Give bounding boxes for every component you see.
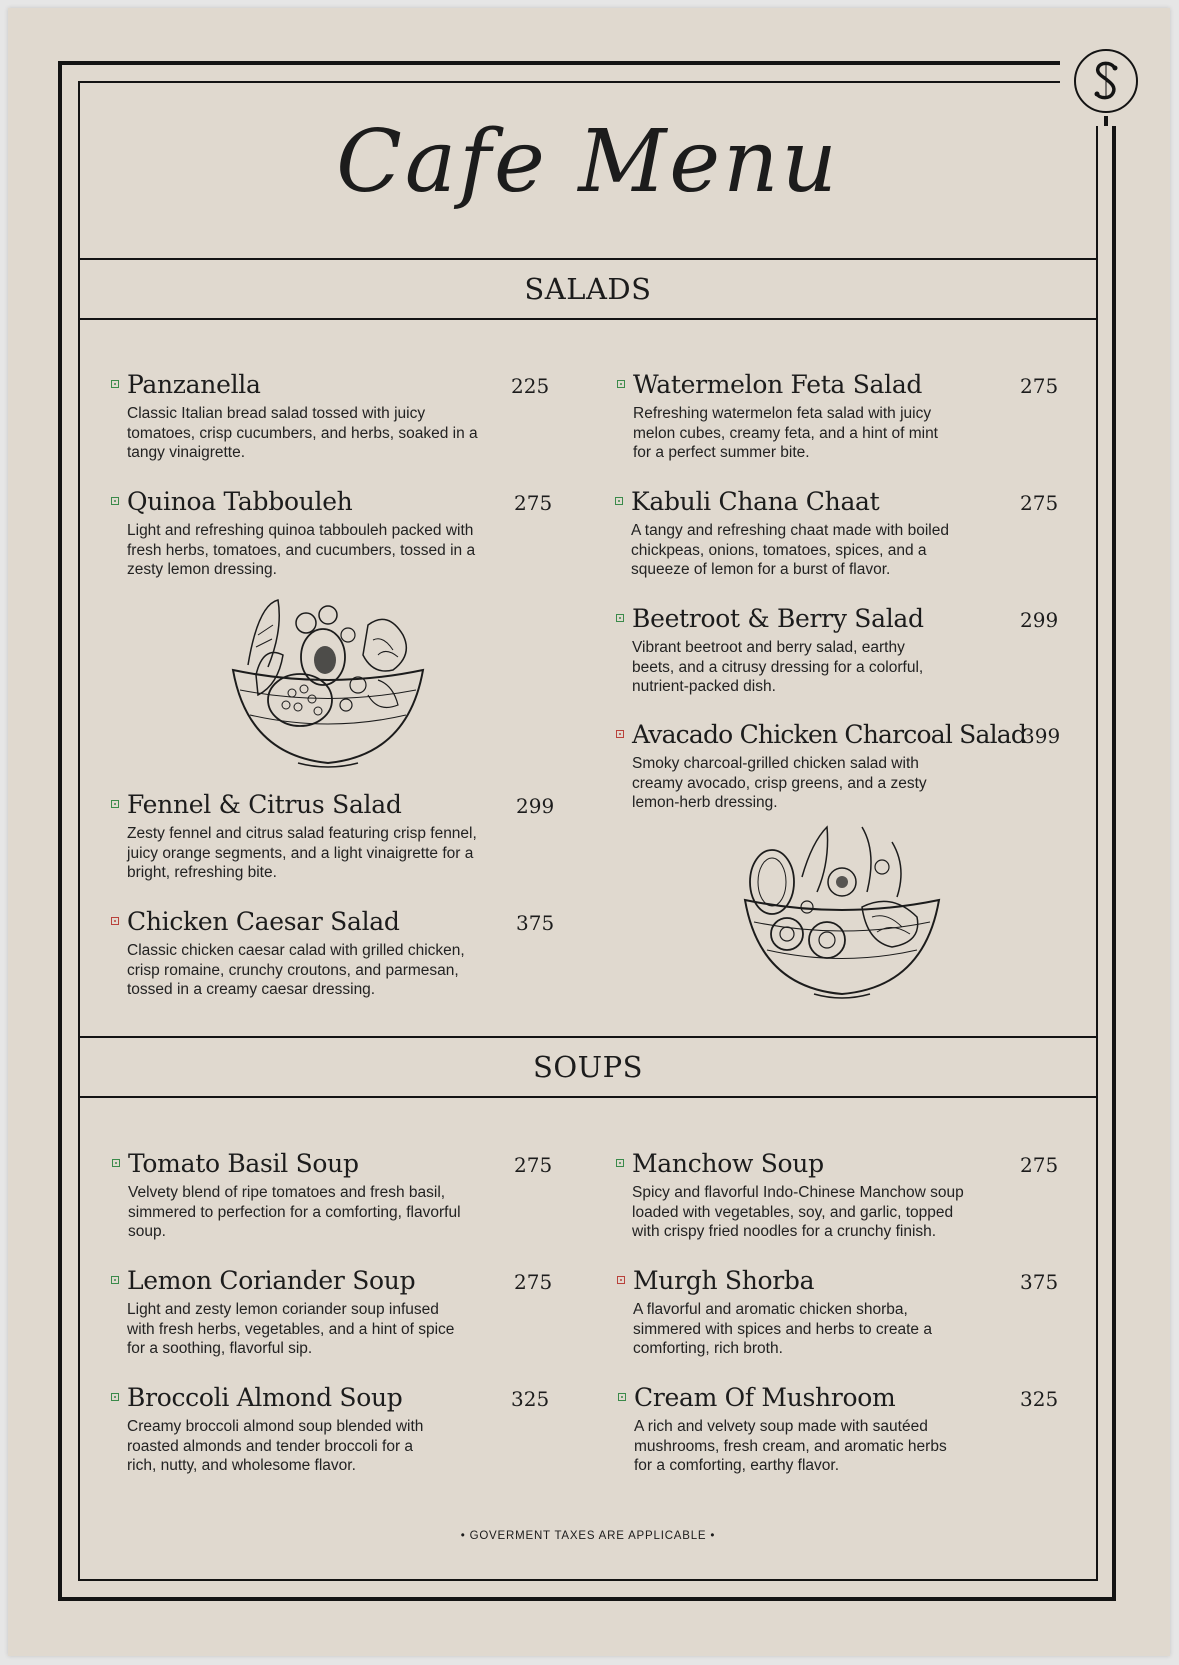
item-description: Refreshing watermelon feta salad with juicy melon cubes, creamy feta, and a hint of mint for a perfect summer bite. — [633, 405, 938, 461]
item-description: Spicy and flavorful Indo-Chinese Manchow soup loaded with vegetables, soy, and garlic, topped with crispy fried noodles for a crunchy finish. — [632, 1184, 964, 1240]
item-description: Classic Italian bread salad tossed with juicy tomatoes, crisp cucumbers, and herbs, soaked in a tangy vinaigrette. — [127, 405, 478, 461]
veg-indicator-icon — [616, 1159, 624, 1167]
outer-border-right — [1112, 125, 1116, 1601]
salad-bowl-illustration — [228, 595, 428, 770]
item-name: Tomato Basil Soup — [128, 1149, 359, 1178]
tax-note: • GOVERMENT TAXES ARE APPLICABLE • — [460, 1530, 716, 1542]
item-description: Zesty fennel and citrus salad featuring crisp fennel, juicy orange segments, and a light vinaigrette for a bright, refreshing bite. — [127, 825, 477, 881]
veg-indicator-icon — [618, 1393, 626, 1401]
item-price: 399 — [1022, 724, 1061, 748]
menu-item — [127, 1381, 567, 1476]
item-price: 275 — [514, 491, 553, 515]
item-description: Velvety blend of ripe tomatoes and fresh basil, simmered to perfection for a comforting, flavorful soup. — [128, 1184, 461, 1240]
nonveg-indicator-icon — [616, 730, 624, 738]
menu-item — [631, 485, 1071, 580]
item-description: A tangy and refreshing chaat made with boiled chickpeas, onions, tomatoes, spices, and a squeeze of lemon for a burst of flavor. — [631, 522, 949, 578]
item-name: Fennel & Citrus Salad — [127, 790, 402, 819]
menu-title: Cafe Menu — [336, 112, 840, 212]
item-name: Manchow Soup — [632, 1149, 824, 1178]
veg-indicator-icon — [111, 800, 119, 808]
veg-indicator-icon — [111, 1393, 119, 1401]
veg-indicator-icon — [616, 614, 624, 622]
menu-item — [633, 368, 1073, 463]
item-description: Creamy broccoli almond soup blended with roasted almonds and tender broccoli for a rich, nutty, and wholesome flavor. — [127, 1418, 424, 1474]
item-price: 325 — [1020, 1387, 1059, 1411]
item-price: 225 — [511, 374, 550, 398]
menu-item — [127, 368, 567, 463]
item-price: 325 — [511, 1387, 550, 1411]
logo-stem — [1104, 116, 1108, 126]
item-name: Chicken Caesar Salad — [127, 907, 400, 936]
veg-indicator-icon — [112, 1159, 120, 1167]
veg-indicator-icon — [111, 380, 119, 388]
item-description: Light and refreshing quinoa tabbouleh packed with fresh herbs, tomatoes, and cucumbers, tossed in a zesty lemon dressing. — [127, 522, 476, 578]
item-name: Quinoa Tabbouleh — [127, 487, 353, 516]
item-price: 275 — [514, 1153, 553, 1177]
menu-item — [127, 485, 567, 580]
item-price: 275 — [1020, 1153, 1059, 1177]
salads-heading-band — [78, 258, 1098, 320]
soups-heading: SOUPS — [533, 1050, 643, 1084]
item-description: Smoky charcoal-grilled chicken salad with creamy avocado, crisp greens, and a zesty lemon-herb dressing. — [632, 755, 927, 811]
item-name: Beetroot & Berry Salad — [632, 604, 924, 633]
veg-indicator-icon — [615, 497, 623, 505]
nonveg-indicator-icon — [617, 1276, 625, 1284]
item-price: 375 — [516, 911, 555, 935]
soups-heading-band — [78, 1036, 1098, 1098]
veg-indicator-icon — [111, 1276, 119, 1284]
menu-item — [127, 788, 567, 883]
item-description: Vibrant beetroot and berry salad, earthy beets, and a citrusy dressing for a colorful, nutrient-packed dish. — [632, 639, 924, 695]
item-name: Watermelon Feta Salad — [633, 370, 923, 399]
menu-item — [632, 1147, 1072, 1242]
item-description: Classic chicken caesar calad with grilled chicken, crisp romaine, crunchy croutons, and parmesan, tossed in a creamy caesar dressing. — [127, 942, 465, 998]
item-description: A rich and velvety soup made with sautéed mushrooms, fresh cream, and aromatic herbs for a comforting, earthy flavor. — [634, 1418, 947, 1474]
item-price: 299 — [1020, 608, 1059, 632]
salad-bowl-illustration — [742, 822, 942, 1002]
item-price: 299 — [516, 794, 555, 818]
item-description: Light and zesty lemon coriander soup infused with fresh herbs, vegetables, and a hint of spice for a soothing, flavorful sip. — [127, 1301, 455, 1357]
item-name: Broccoli Almond Soup — [127, 1383, 403, 1412]
menu-item — [127, 905, 567, 1000]
veg-indicator-icon — [617, 380, 625, 388]
menu-item — [633, 1264, 1073, 1359]
item-name: Lemon Coriander Soup — [127, 1266, 416, 1295]
menu-item — [632, 602, 1072, 697]
menu-item — [634, 1381, 1074, 1476]
menu-item — [127, 1264, 567, 1359]
item-name: Panzanella — [127, 370, 261, 399]
item-name: Avacado Chicken Charcoal Salad — [632, 720, 1027, 749]
item-name: Cream Of Mushroom — [634, 1383, 896, 1412]
item-name: Kabuli Chana Chaat — [631, 487, 880, 516]
item-name: Murgh Shorba — [633, 1266, 815, 1295]
item-description: A flavorful and aromatic chicken shorba, simmered with spices and herbs to create a comforting, rich broth. — [633, 1301, 932, 1357]
item-price: 275 — [514, 1270, 553, 1294]
item-price: 275 — [1020, 491, 1059, 515]
s-monogram-logo-icon — [1074, 49, 1138, 113]
nonveg-indicator-icon — [111, 917, 119, 925]
menu-item — [632, 718, 1072, 813]
menu-item — [128, 1147, 568, 1242]
veg-indicator-icon — [111, 497, 119, 505]
item-price: 275 — [1020, 374, 1059, 398]
item-price: 375 — [1020, 1270, 1059, 1294]
salads-heading: SALADS — [524, 272, 652, 306]
